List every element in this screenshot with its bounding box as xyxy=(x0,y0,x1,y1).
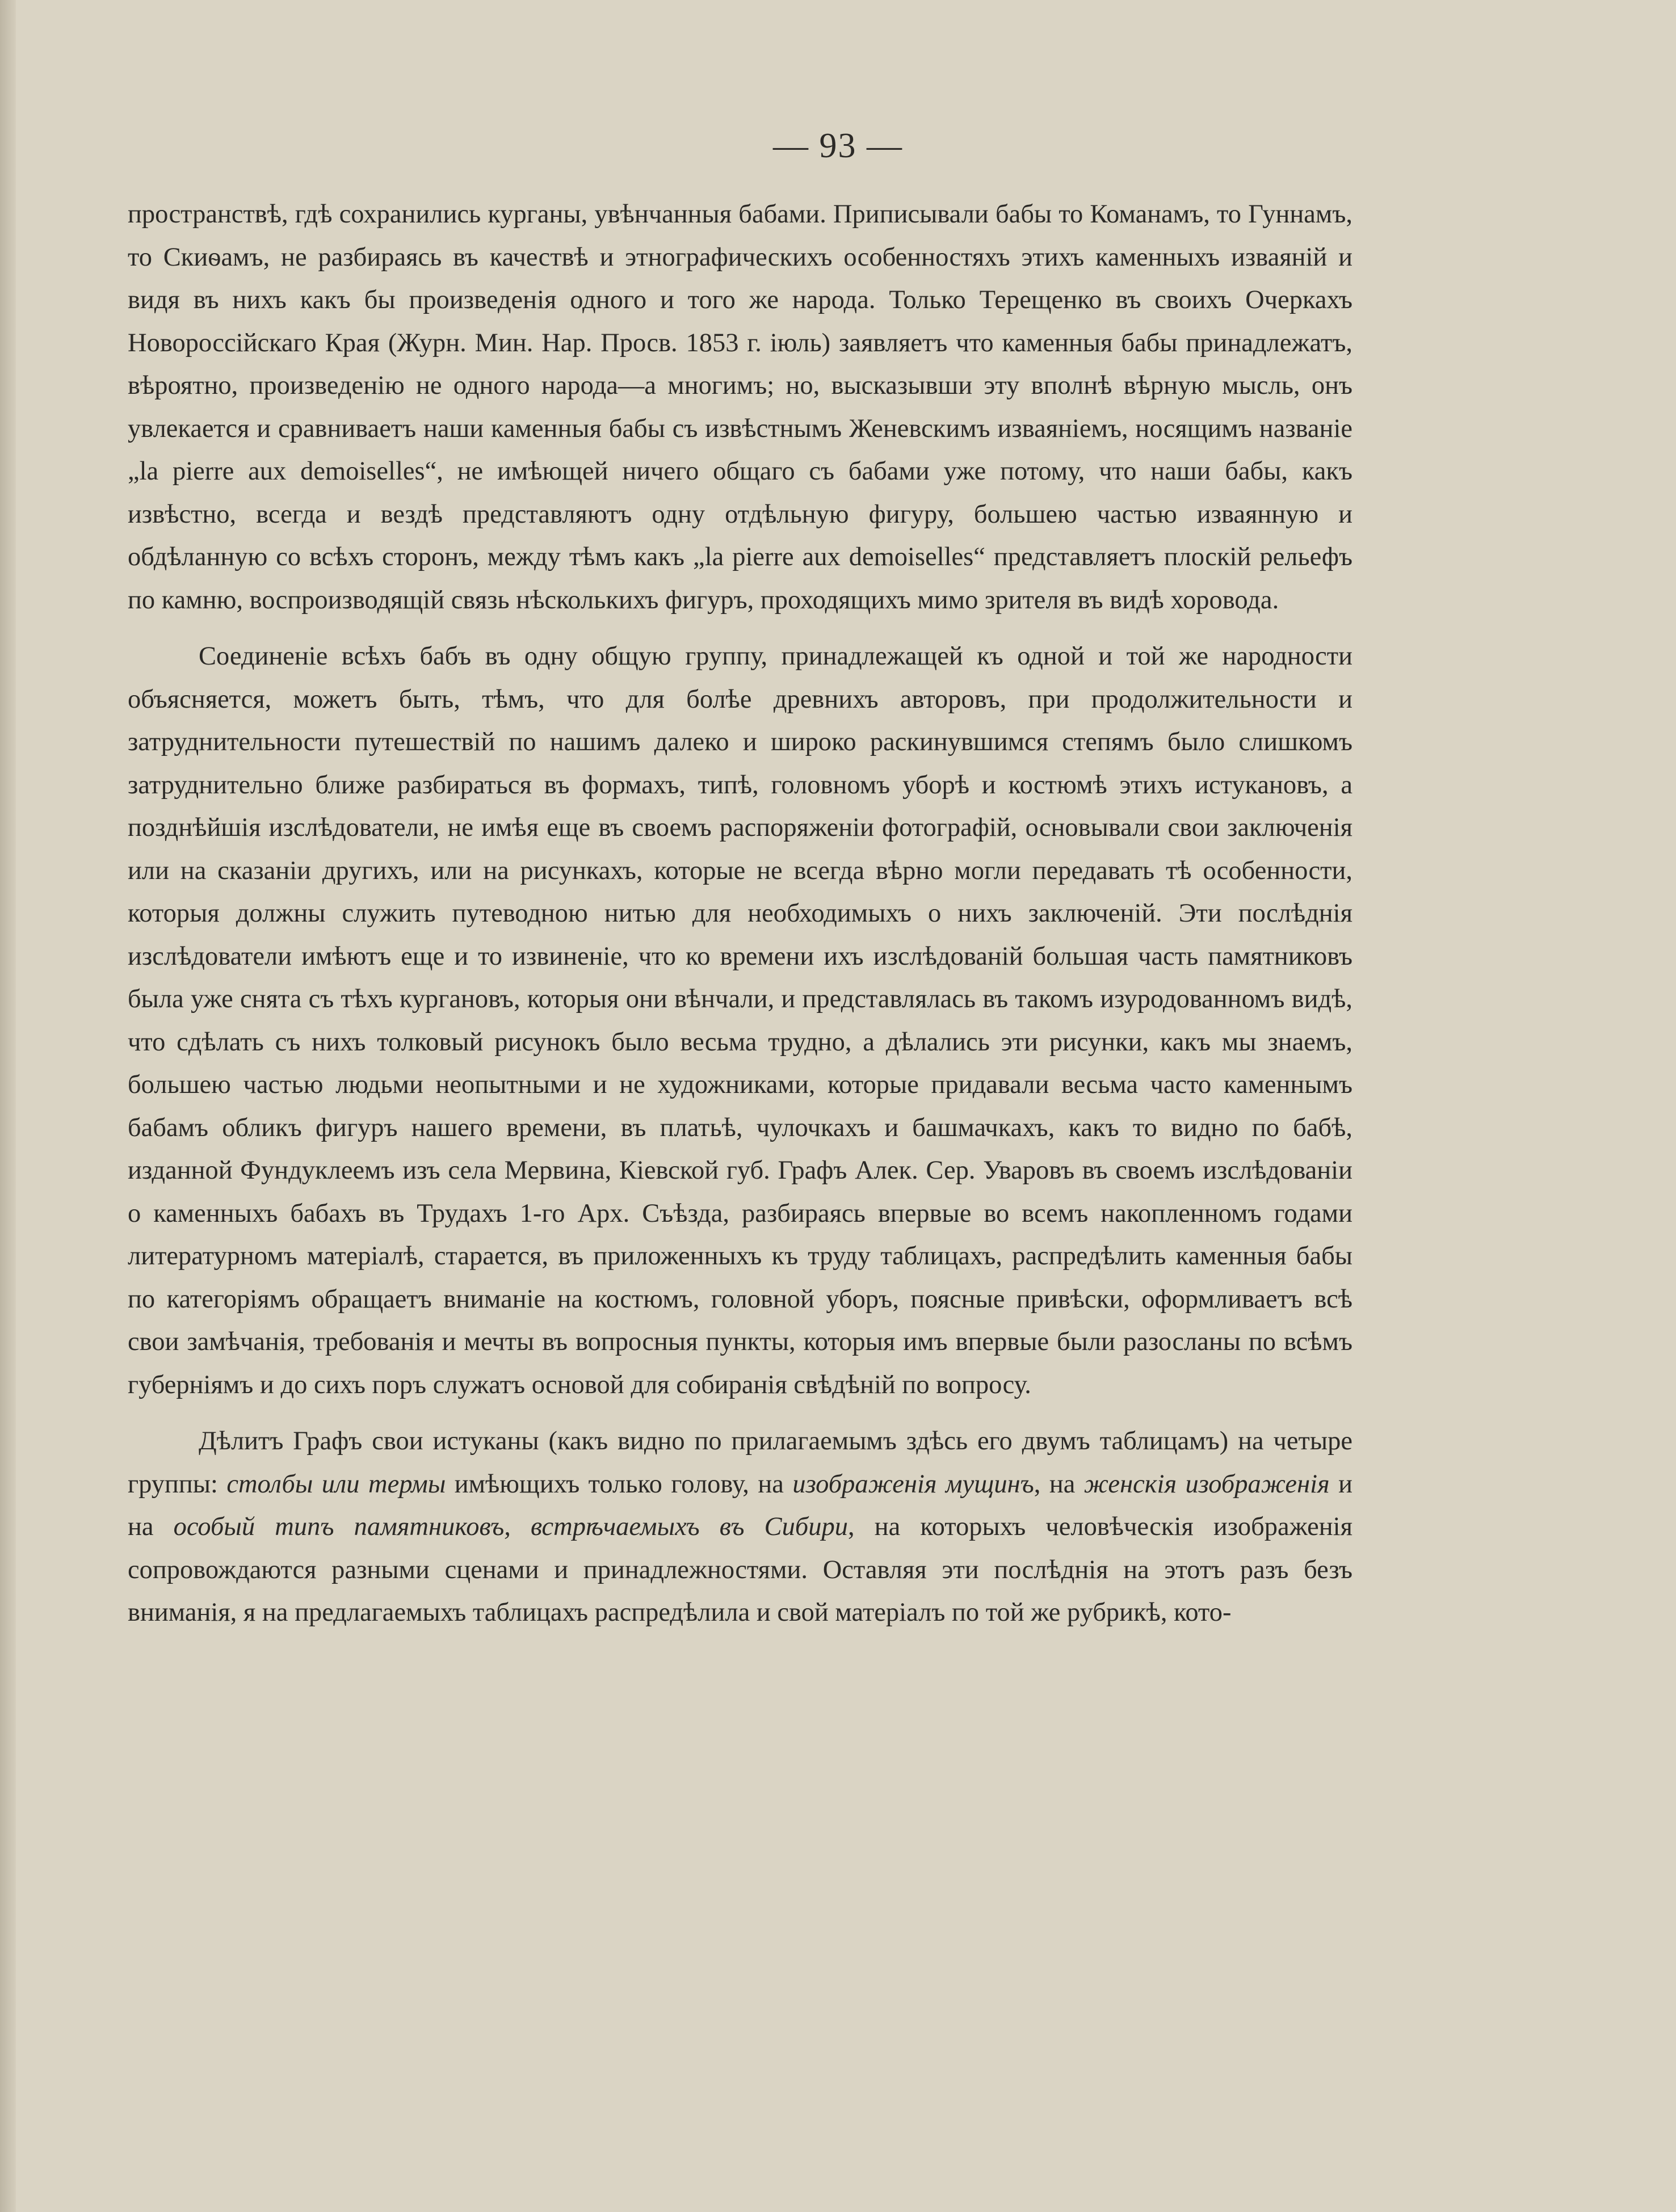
paragraph-3-italic-columns: столбы или термы xyxy=(226,1469,446,1499)
page-edge-shadow xyxy=(0,0,16,2212)
paragraph-3 xyxy=(128,1420,1352,1634)
paragraph-3-italic-men: изображенія мущинъ xyxy=(792,1469,1034,1499)
paragraph-2: Соединеніе всѣхъ бабъ въ одну общую группу, принадлежащей къ одной и той же народности объясняется, можетъ быть, тѣмъ, что для болѣе древнихъ авторовъ, при продолжительности и затруднительности путешествій по нашимъ далеко и широко раскинувшимся степямъ было слишкомъ затруднительно ближе разбираться въ формахъ, типѣ, головномъ уборѣ и костюмѣ этихъ истукановъ, а позднѣйшія изслѣдователи, не имѣя еще въ своемъ распоряженіи фотографій, основывали свои заключенія или на сказаніи другихъ, или на рисункахъ, которые не всегда вѣрно могли передавать тѣ особенности, которыя должны служить путеводною нитью для необходимыхъ о нихъ заключеній. Эти послѣднія изслѣдователи имѣютъ еще и то извиненіе, что ко времени ихъ изслѣдованій большая часть памятниковъ была уже снята съ тѣхъ кургановъ, которыя они вѣнчали, и представлялась въ такомъ изуродованномъ видѣ, что сдѣлать съ нихъ толковый рисунокъ было весьма трудно, а дѣлались эти рисунки, какъ мы знаемъ, большею частью людьми неопытными и не художниками, которые придавали весьма часто каменнымъ бабамъ обликъ фигуръ нашего времени, въ платьѣ, чулочкахъ и башмачкахъ, какъ то видно по бабѣ, изданной Фундуклеемъ изъ села Мервина, Кіевской губ. Графъ Алек. Сер. Уваровъ въ своемъ изслѣдованіи о каменныхъ бабахъ въ Трудахъ 1-го Арх. Съѣзда, разбираясь впервые во всемъ накопленномъ годами литературномъ матеріалѣ, старается, въ приложенныхъ къ труду таблицахъ, распредѣлить каменныя бабы по категоріямъ обращаетъ вниманіе на костюмъ, головной уборъ, поясные привѣски, оформливаетъ всѣ свои замѣчанія, требованія и мечты въ вопросныя пункты, которыя имъ впервые были разосланы по всѣмъ губерніямъ и до сихъ поръ служатъ основой для собиранія свѣдѣній по вопросу. xyxy=(128,642,1352,1399)
paragraph-3-part-9: , на которыхъ человѣческія изображенія сопровождаются разными сценами и принадлежностями. Оставляя эти послѣднія на этотъ разъ безъ вниманія, я на предлагаемыхъ таблицахъ распредѣлила и свой матеріалъ по той же рубрикѣ, кото- xyxy=(128,1512,1352,1627)
paragraph-3-part-7: и на xyxy=(128,1469,1352,1541)
paragraph-1: пространствѣ, гдѣ сохранились курганы, увѣнчанныя бабами. Приписывали бабы то Команамъ, то Гуннамъ, то Скиѳамъ, не разбираясь въ качествѣ и этнографическихъ особенностяхъ этихъ каменныхъ изваяній и видя въ нихъ какъ бы произведенія одного и того же народа. Только Терещенко въ своихъ Очеркахъ Новороссійскаго Края (Журн. Мин. Нар. Просв. 1853 г. іюль) заявляетъ что каменныя бабы принадлежатъ, вѣроятно, произведенію не одного народа—а многимъ; но, высказывши эту вполнѣ вѣрную мысль, онъ увлекается и сравниваетъ наши каменныя бабы съ извѣстнымъ Женевскимъ изваяніемъ, носящимъ названіе „la pierre aux demoiselles“, не имѣющей ничего общаго съ бабами уже потому, что наши бабы, какъ извѣстно, всегда и вездѣ представляютъ одну отдѣльную фигуру, большею частью изваянную и обдѣланную со всѣхъ сторонъ, между тѣмъ какъ „la pierre aux demoiselles“ представляетъ плоскій рельефъ по камню, воспроизводящій связь нѣсколькихъ фигуръ, проходящихъ мимо зрителя въ видѣ хоровода. xyxy=(128,200,1352,615)
paragraph-3-italic-siberia: особый типъ памятниковъ, встрѣчаемыхъ въ Сибири xyxy=(173,1512,848,1541)
paragraph-3-part-5: , на xyxy=(1034,1469,1084,1499)
paragraph-3-part-3: имѣющихъ только голову, на xyxy=(446,1469,793,1499)
paragraph-3-italic-women: женскія изображенія xyxy=(1083,1469,1330,1499)
page-number: — 93 — xyxy=(773,127,903,165)
body-text xyxy=(128,193,1352,1648)
paragraph-3-part-1: Дѣлитъ Графъ свои истуканы (какъ видно по прилагаемымъ здѣсь его двумъ таблицамъ) на четыре группы: xyxy=(128,1427,1352,1499)
